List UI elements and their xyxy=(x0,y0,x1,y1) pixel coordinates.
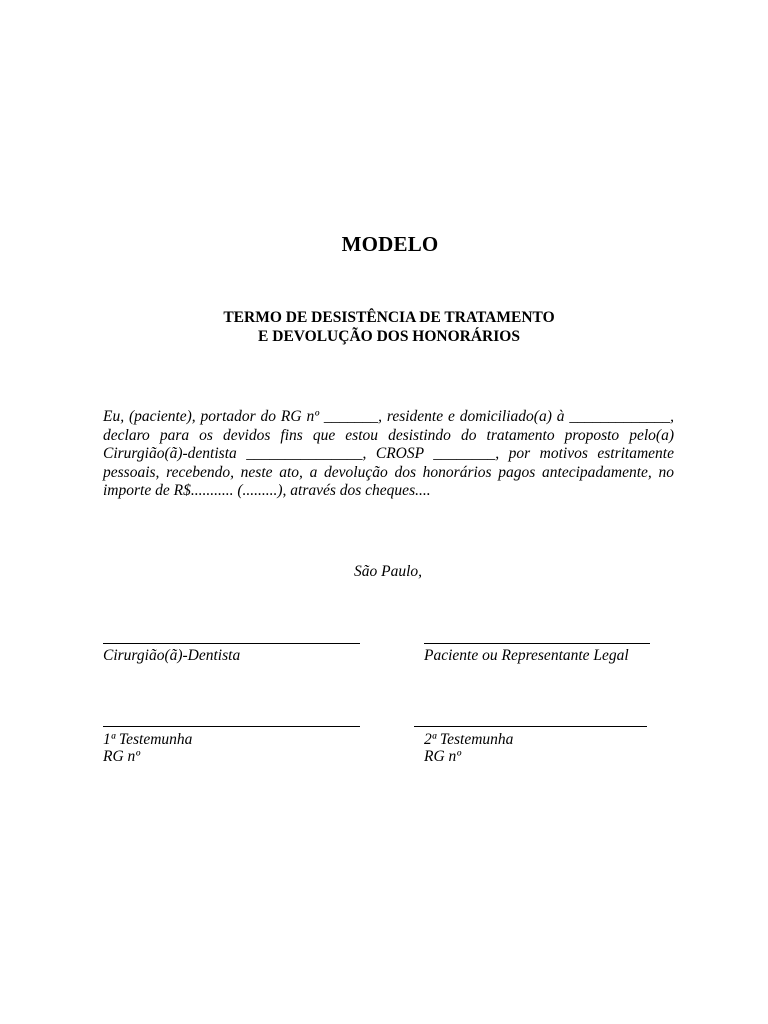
witness2-name-label: 2ª Testemunha xyxy=(424,731,514,748)
witness1-name-label: 1ª Testemunha xyxy=(103,731,193,748)
declaration-line: Eu, (paciente), portador do RG nº _______, residente e domiciliado(a) à _____________, xyxy=(103,408,674,425)
page-title: MODELO xyxy=(341,232,439,256)
patient-signature-line xyxy=(424,643,650,644)
dentist-signature-line xyxy=(103,643,360,644)
document-subtitle xyxy=(0,308,768,346)
city-date-line: São Paulo, xyxy=(354,563,423,580)
declaration-line: pessoais, recebendo, neste ato, a devolução dos honorários pagos antecipadamente, no xyxy=(103,463,674,481)
patient-signature-label: Paciente ou Representante Legal xyxy=(424,647,629,664)
witness1-rg-label: RG nº xyxy=(103,748,141,765)
declaration-line: importe de R$........... (.........), através dos cheques.... xyxy=(103,482,431,500)
declaration-line: Cirurgião(ã)-dentista _______________, CROSP ________, por motivos estritamente xyxy=(103,445,674,463)
witness2-signature-line xyxy=(414,726,647,727)
subtitle-line: TERMO DE DESISTÊNCIA DE TRATAMENTO xyxy=(223,309,555,326)
declaration-line: declaro para os devidos fins que estou desistindo do tratamento proposto pelo(a) xyxy=(103,426,674,444)
declaration-paragraph xyxy=(103,408,674,501)
dentist-signature-label: Cirurgião(ã)-Dentista xyxy=(103,647,241,664)
subtitle-line: E DEVOLUÇÃO DOS HONORÁRIOS xyxy=(258,328,520,345)
witness1-signature-line xyxy=(103,726,360,727)
witness2-rg-label: RG nº xyxy=(424,748,462,765)
